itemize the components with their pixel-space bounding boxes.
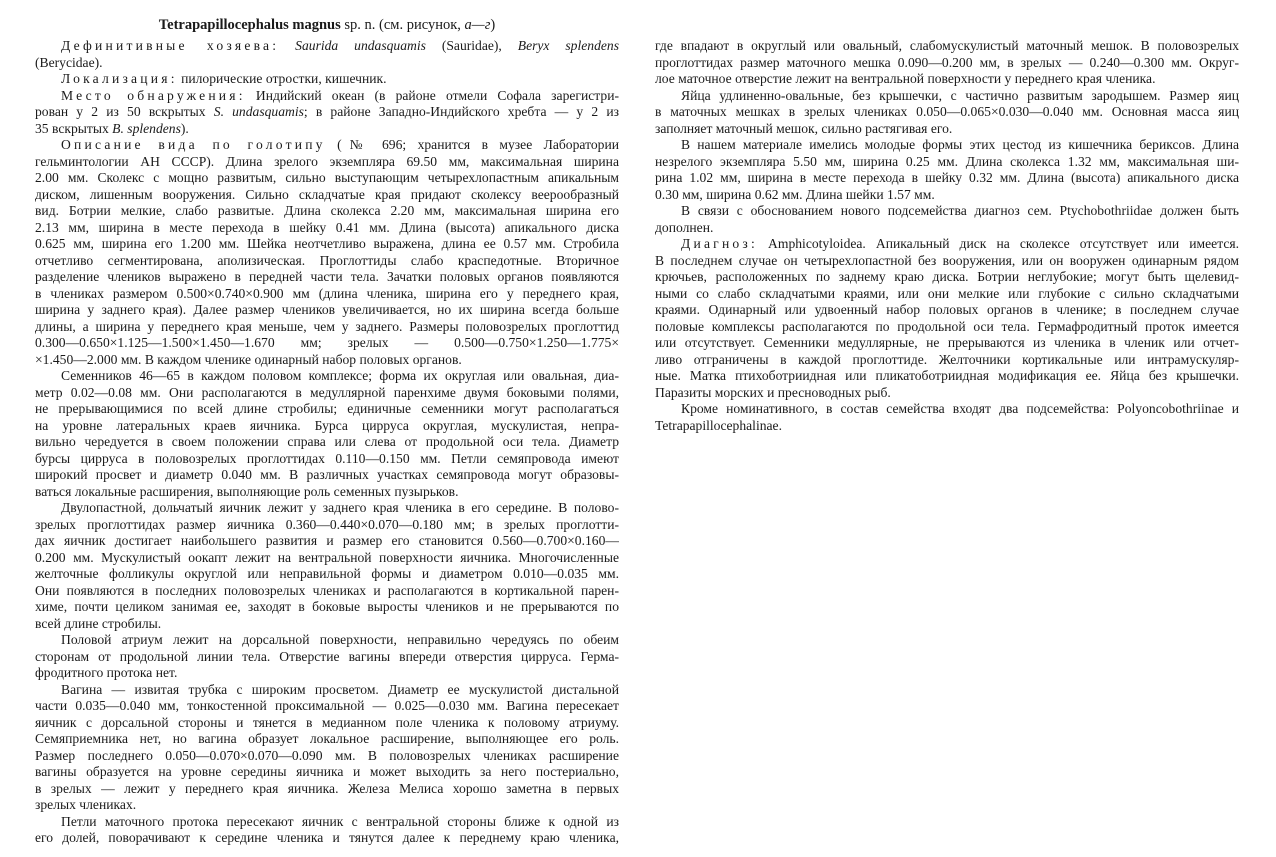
text-line (35, 236, 619, 253)
species-name: Tetrapapillocephalus magnus (158, 17, 341, 33)
text-line (35, 682, 619, 699)
text-run: или отсутствует. Семенники медуллярные, не прерываются из членика в членик или отчет- (655, 335, 1239, 350)
text-run: рован у 2 из 50 вскрытых (35, 104, 214, 119)
text-run: диском, лишенным вооружения. Сильно складчатые края придают сколексу веерообразный (35, 186, 619, 202)
text-run (279, 38, 295, 53)
text-run: ). (180, 120, 189, 136)
text-line (35, 830, 619, 847)
right-column (655, 38, 1239, 434)
text-run: краями. Одинарный или удвоенный набор половых органов в членике; в последнем случае (655, 302, 1239, 317)
spaced-heading: Место обнаружения: (61, 87, 246, 103)
text-run: метр 0.02—0.08 мм. Они располагаются в медуллярной паренхиме двумя боковыми полями, (35, 384, 619, 400)
paragraph (655, 88, 1239, 138)
text-run: заполняет маточный мешок, сильно растягивая его. (655, 120, 953, 136)
text-run: (Sauridae), (425, 38, 518, 53)
text-run: ×1.450—2.000 мм. В каждом членике одинарный набор половых органов. (35, 351, 462, 367)
text-line (35, 335, 619, 352)
left-column (35, 38, 619, 847)
text-line (35, 599, 619, 616)
text-line (35, 368, 619, 385)
text-line (655, 368, 1239, 385)
text-run: разделение члеников выражено в передней части тела. Зачатки половых органов появляются (35, 269, 619, 284)
text-run: (№ 696; хранится в музее Лаборатории (325, 137, 619, 152)
text-line (35, 500, 619, 517)
text-line (655, 319, 1239, 336)
text-line (35, 781, 619, 798)
text-run: ваться локальные расширения, выполняющие роль семенных пузырьков. (35, 483, 459, 499)
text-run: Размер последнего 0.050—0.070×0.070—0.090 мм. В половозрелых члениках расширение (35, 747, 619, 763)
text-line (35, 797, 619, 814)
text-line (35, 38, 619, 55)
text-run: в члениках размером 0.500×0.740×0.900 мм (длина членика, ширина его у переднего края, (35, 285, 619, 301)
text-run: на уровне латеральных краев яичника. Бурса цирруса округлая, мускулистая, непра- (35, 417, 619, 433)
text-run: отчетливо сегментирована, аполизическая. Проглоттиды слабо краспедотные. Вторичное (35, 252, 619, 268)
text-line (655, 401, 1239, 418)
text-run: широкий просвет и диаметр 0.040 мм. В различных участках семяпровода могут образовы- (35, 467, 619, 482)
text-run: 0.300—0.650×1.125—1.500×1.450—1.670 мм; зрелых — 0.500—0.750×1.250—1.775× (35, 335, 619, 350)
text-line (655, 253, 1239, 270)
text-run: яичник с дорсальной стороны и тянется в медианном поле членика к половому атриуму. (35, 714, 619, 730)
text-line (35, 319, 619, 336)
text-run: Вагина — извитая трубка с широким просветом. Диаметр ее мускулистой дистальной (61, 681, 619, 697)
text-run: sp. n. (см. рисунок, (340, 17, 465, 33)
text-line (655, 88, 1239, 105)
paragraph (35, 814, 619, 847)
text-line (655, 55, 1239, 72)
italic-taxon-name: B. splendens (112, 120, 181, 136)
text-run: ; в районе Западно-Индийского хребта — у 2 из (303, 104, 619, 119)
text-line (655, 137, 1239, 154)
text-run: желточные фолликулы округлой или неправильной формы и диаметром 0.010—0.035 мм. (35, 566, 619, 581)
text-run: всей длине стробилы. (35, 615, 162, 631)
paragraph (35, 632, 619, 682)
text-run: 2.00 мм. Сколекс с мощно развитым, сильно выступающим четырехлопастным апикальным (35, 170, 619, 185)
text-line (655, 203, 1239, 220)
text-line (35, 154, 619, 171)
text-line (35, 550, 619, 567)
text-line (35, 517, 619, 534)
text-line (35, 418, 619, 435)
text-line (655, 236, 1239, 253)
text-run: незрелого экземпляра 5.50 мм, ширина 0.25 мм. Длина сколекса 1.32 мм, максимальная ши- (655, 153, 1239, 169)
text-line (35, 220, 619, 237)
text-run: В связи с обоснованием нового подсемейства диагноз сем. Ptychobothriidae должен быть (681, 203, 1239, 218)
spaced-heading: Диагноз: (681, 236, 758, 251)
text-run: Семяприемника нет, но вагина образует локальное расширение, выполняющее его роль. (35, 731, 619, 746)
text-line (35, 731, 619, 748)
text-line (35, 121, 619, 138)
text-run: бурсы цирруса в половозрелых проглоттидах 0.110—0.150 мм. Петли семяпровода имеют (35, 450, 619, 466)
italic-taxon-name: а—г (464, 17, 491, 33)
text-line (655, 352, 1239, 369)
text-run: в маточных мешках в зрелых члениках 0.050—0.065×0.030—0.040 мм. Основная масса яиц (655, 104, 1239, 119)
text-line (655, 170, 1239, 187)
text-line (35, 566, 619, 583)
text-line (35, 484, 619, 501)
text-run: рина 1.02 мм, ширина в месте перехода в шейку 0.32 мм. Длина (высота) апикального диска (655, 170, 1239, 185)
text-run: вагины образуется на уровне середины яичника и может выходить за него постериально, (35, 764, 619, 779)
text-run: вильно чередуется в своем положении справа или слева от продольной оси тела. Диаметр (35, 434, 619, 449)
text-line (35, 55, 619, 72)
text-run: крючьев, расположенных по заднему краю диска. Ботрии неглубокие; могут быть щелевид- (655, 269, 1239, 284)
text-line (35, 385, 619, 402)
text-line (35, 616, 619, 633)
text-run: фродитного протока нет. (35, 665, 178, 680)
text-line (35, 665, 619, 682)
text-line (35, 649, 619, 666)
text-run: ливо отграничены в каждой проглоттиде. Желточники кортикальные или интрамускуляр- (655, 351, 1239, 367)
text-run: проглоттидах размер маточного мешка 0.090—0.200 мм, в зрелых — 0.240—0.300 мм. Округ- (655, 54, 1239, 70)
text-line (35, 583, 619, 600)
paragraph (655, 38, 1239, 88)
paragraph (655, 203, 1239, 236)
paragraph (35, 71, 619, 88)
text-run: (Berycidae). (35, 54, 103, 70)
text-run: не прерывающимися по всей длине стробилы; единичные семенники могут располагаться (35, 401, 619, 416)
text-line (35, 467, 619, 484)
text-run: половые комплексы располагаются по продольной оси тела. Гермафродитный проток имеется (655, 318, 1239, 334)
text-run: 35 вскрытых (35, 120, 113, 136)
text-run: вид. Ботрии мелкие, слабо развитые. Длина сколекса 2.20 мм, максимальная ширина его (35, 203, 619, 218)
text-line (655, 121, 1239, 138)
text-line (35, 434, 619, 451)
text-run: химе, почти целиком занимая ее, заходят в боковые выросты члеников и не прерываются по (35, 599, 619, 614)
text-line (35, 401, 619, 418)
text-line (35, 533, 619, 550)
text-line (655, 418, 1239, 435)
text-run: Кроме номинативного, в состав семейства входят два подсемейства: Polyoncobothriinae и (681, 401, 1239, 416)
text-run: зрелых члениках. (35, 797, 137, 812)
text-line (655, 385, 1239, 402)
text-run: длины, а ширина у переднего края меньше, чем у заднего. Размеры половозрелых проглоттид (35, 318, 619, 334)
text-line (655, 269, 1239, 286)
text-run: части 0.035—0.040 мм, тонкостенной проксимальной — 0.025—0.030 мм. Вагина пересекает (35, 698, 619, 713)
text-run: ными со слабо складчатыми краями, или они мелкие или глубокие с сильно складчатыми (655, 285, 1239, 301)
text-run: Amphicotyloidea. Апикальный диск на сколексе отсутствует или имеется. (757, 236, 1239, 251)
text-run: его долей, поворачивают к середине членика и тянутся далее к переднему краю членика, (35, 830, 619, 845)
text-line (35, 352, 619, 369)
text-run: В нашем материале имелись молодые формы этих цестод из кишечника бериксов. Длина (681, 137, 1239, 152)
text-line (35, 187, 619, 204)
text-run: Половой атриум лежит на дорсальной поверхности, неправильно чередуясь по обеим (61, 632, 619, 647)
text-run: 0.200 мм. Мускулистый оокапт лежит на вентральной поверхности яичника. Многочисленные (35, 549, 619, 565)
text-run: дах яичник достигает наибольшего развития и размер его становится 0.560—0.700×0.160— (35, 533, 619, 548)
text-run: Двулопастной, дольчатый яичник лежит у заднего края членика в его середине. В полово- (61, 500, 619, 515)
text-run: пилорические отростки, кишечник. (177, 71, 387, 86)
text-line (655, 71, 1239, 88)
text-line (35, 764, 619, 781)
italic-taxon-name: Saurida undasquamis (295, 38, 426, 53)
text-line (35, 302, 619, 319)
text-line (35, 748, 619, 765)
text-line (35, 137, 619, 154)
paragraph (35, 368, 619, 500)
paragraph (35, 500, 619, 632)
article-title (35, 17, 619, 34)
text-run: зрелых проглоттидах размер яичника 0.360—0.440×0.070—0.180 мм; в зрелых проглотти- (35, 516, 619, 532)
text-run: гельминтологии АН СССР). Длина зрелого экземпляра 69.50 мм, максимальная ширина (35, 153, 619, 169)
text-run: Они появляются в последних половозрелых члениках и располагаются в кортикальной парен- (35, 582, 619, 598)
text-run: дополнен. (655, 219, 714, 235)
text-run: ные. Матка птихоботриидная или пликатоботриидная модификация ее. Яйца без крышечки. (655, 368, 1239, 383)
spaced-heading: Дефинитивные хозяева: (61, 38, 280, 53)
text-line (35, 698, 619, 715)
text-run: Яйца удлиненно-овальные, без крышечки, с частично развитым зародышем. Размер яиц (681, 87, 1239, 103)
paragraph (35, 88, 619, 138)
text-run: сторонам от продольной линии тела. Отверстие вагины впереди отверстия цирруса. Герма- (35, 648, 619, 664)
text-run: ) (490, 17, 496, 33)
paragraph (35, 137, 619, 368)
text-run: 2.13 мм, ширина в месте перехода в шейку 0.41 мм. Длина (высота) апикального диска (35, 219, 619, 235)
text-run: Семенников 46—65 в каждом половом комплексе; форма их округлая или овальная, диа- (61, 368, 619, 383)
text-line (655, 302, 1239, 319)
paragraph (655, 137, 1239, 203)
text-line (655, 187, 1239, 204)
text-line (35, 632, 619, 649)
text-line (35, 88, 619, 105)
paragraph (655, 401, 1239, 434)
text-run: где впадают в округлый или овальный, слабомускулистый маточный мешок. В половозрелых (655, 38, 1239, 53)
text-line (35, 203, 619, 220)
italic-taxon-name: Beryx splendens (517, 38, 619, 53)
text-run: лое маточное отверстие лежит на вентральной поверхности у переднего края членика. (655, 71, 1156, 86)
paragraph (35, 682, 619, 814)
text-line (655, 220, 1239, 237)
text-line (35, 451, 619, 468)
text-line (35, 170, 619, 187)
text-run: в зрелых — лежит у переднего края яичника. Железа Мелиса хорошо заметна в первых (35, 780, 619, 796)
text-line (35, 269, 619, 286)
text-line (655, 38, 1239, 55)
text-run: ширина у заднего края). Далее размер члеников увеличивается, но их ширина всегда больше (35, 302, 619, 317)
italic-taxon-name: S. undasquamis (213, 104, 304, 119)
text-run: Tetrapapillocephalinae. (655, 417, 782, 433)
paragraph (35, 38, 619, 71)
text-line (35, 104, 619, 121)
text-run: В последнем случае он четырехлопастной без вооружения, или он вооружен одинарным рядом (655, 252, 1239, 268)
text-run: Паразиты морских и пресноводных рыб. (655, 384, 891, 400)
text-line (35, 71, 619, 88)
text-line (35, 286, 619, 303)
text-run: 0.625 мм, ширина его 1.200 мм. Шейка неотчетливо выражена, длина ее 0.57 мм. Стробила (35, 236, 619, 251)
text-run: 0.30 мм, ширина 0.62 мм. Длина шейки 1.57 мм. (655, 186, 935, 202)
paragraph (655, 236, 1239, 401)
text-run: Индийский океан (в районе отмели Софала зарегистри- (245, 87, 619, 103)
text-run: Петли маточного протока пересекают яичник с вентральной стороны ближе к одной из (61, 813, 619, 829)
spaced-heading: Описание вида по голотипу (61, 137, 326, 152)
text-line (655, 154, 1239, 171)
text-line (35, 814, 619, 831)
text-line (35, 253, 619, 270)
text-line (655, 286, 1239, 303)
spaced-heading: Локализация: (61, 71, 178, 86)
text-line (35, 715, 619, 732)
text-line (655, 335, 1239, 352)
text-line (655, 104, 1239, 121)
